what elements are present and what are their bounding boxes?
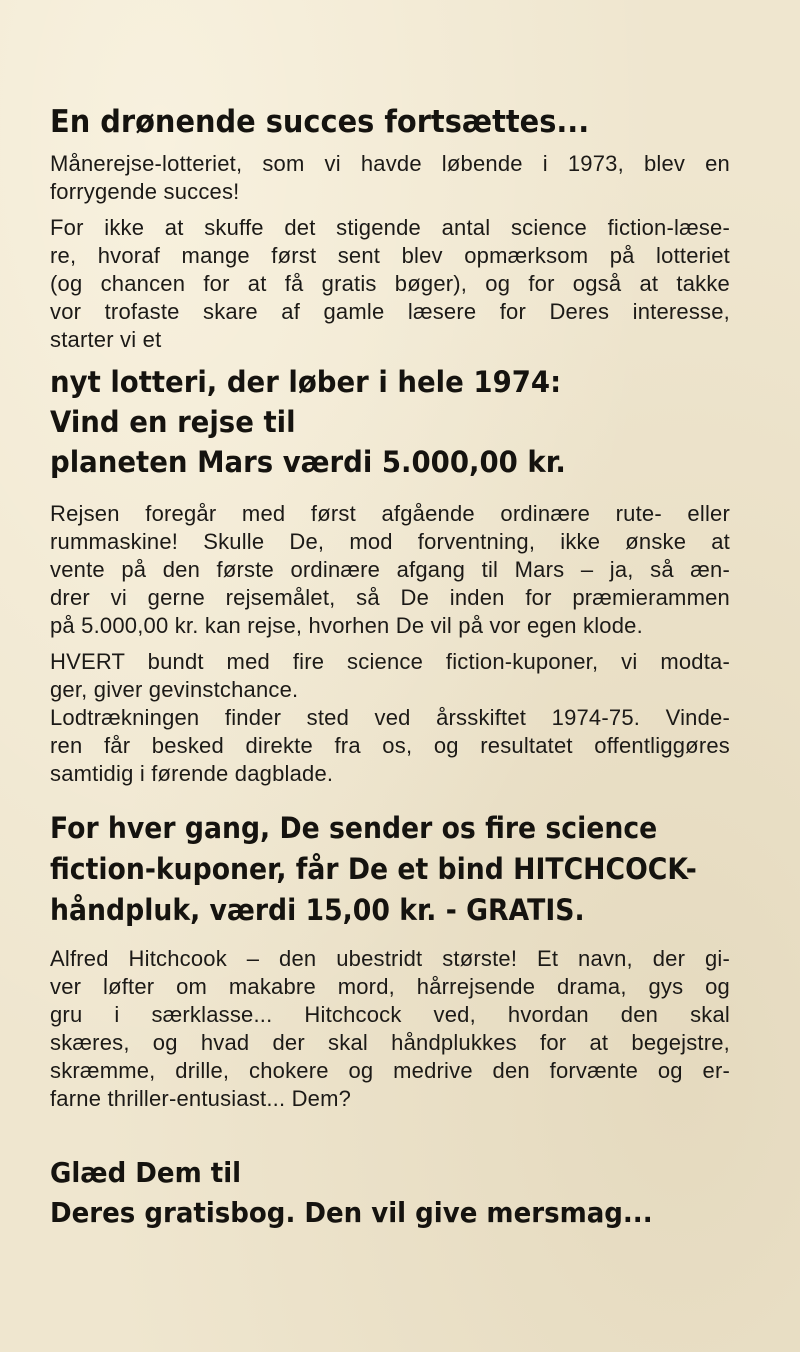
- text-line: rummaskine! Skulle De, mod forventning, ikke ønske at: [50, 529, 730, 554]
- lottery-heading: [50, 362, 730, 482]
- text-line: vente på den første ordinære afgang til Mars – ja, så æn-: [50, 557, 730, 582]
- heading-line: håndpluk, værdi 15,00 kr. - GRATIS.: [50, 893, 585, 927]
- text-line: Rejsen foregår med først afgående ordinære rute- eller: [50, 501, 730, 526]
- travel-paragraph: [50, 500, 730, 640]
- text-line: starter vi et: [50, 327, 162, 352]
- text-line: For ikke at skuffe det stigende antal science fiction-læse-: [50, 215, 730, 240]
- heading-line: nyt lotteri, der løber i hele 1974:: [50, 365, 562, 399]
- text-line: re, hvoraf mange først sent blev opmærksom på lotteriet: [50, 243, 730, 268]
- text-line: skæres, og hvad der skal håndplukkes for at begejstre,: [50, 1030, 730, 1055]
- text-line: farne thriller-entusiast... Dem?: [50, 1086, 352, 1111]
- text-line: forrygende succes!: [50, 179, 240, 204]
- heading-line: Vind en rejse til: [50, 405, 296, 439]
- intro-paragraph-2: [50, 214, 730, 354]
- text-line: på 5.000,00 kr. kan rejse, hvorhen De vil på vor egen klode.: [50, 613, 643, 638]
- heading-line: For hver gang, De sender os fire science: [50, 811, 658, 845]
- text-line: ren får besked direkte fra os, og resultatet offentliggøres: [50, 733, 730, 758]
- page-title: En drønende succes fortsættes...: [50, 104, 590, 140]
- text-line: samtidig i førende dagblade.: [50, 761, 334, 786]
- text-line: vor trofaste skare af gamle læsere for Deres interesse,: [50, 299, 730, 324]
- text-line: Månerejse-lotteriet, som vi havde løbende i 1973, blev en: [50, 151, 730, 176]
- text-line: Lodtrækningen finder sted ved årsskiftet 1974-75. Vinde-: [50, 705, 730, 730]
- text-line: drer vi gerne rejsemålet, så De inden for præmierammen: [50, 585, 730, 610]
- hitchcock-paragraph: [50, 945, 730, 1113]
- text-line: ver løfter om makabre mord, hårrejsende drama, gys og: [50, 974, 730, 999]
- article: [50, 100, 730, 1233]
- intro-paragraph-1: [50, 150, 730, 206]
- heading-line: fiction-kuponer, får De et bind HITCHCOCK-: [50, 852, 697, 886]
- text-line: skræmme, drille, chokere og medrive den forvænte og er-: [50, 1058, 730, 1083]
- text-line: ger, giver gevinstchance.: [50, 677, 299, 702]
- heading-line: planeten Mars værdi 5.000,00 kr.: [50, 445, 566, 479]
- draw-paragraph: [50, 704, 730, 788]
- text-line: Alfred Hitchcook – den ubestridt største! Et navn, der gi-: [50, 946, 730, 971]
- offer-heading: [50, 808, 730, 931]
- coupon-paragraph: [50, 648, 730, 704]
- heading-line: Deres gratisbog. Den vil give mersmag...: [50, 1196, 653, 1229]
- text-line: gru i særklasse... Hitchcock ved, hvordan den skal: [50, 1002, 730, 1027]
- text-line: (og chancen for at få gratis bøger), og for også at takke: [50, 271, 730, 296]
- closing-heading: [50, 1153, 730, 1233]
- text-line: HVERT bundt med fire science fiction-kuponer, vi modta-: [50, 649, 730, 674]
- heading-line: Glæd Dem til: [50, 1156, 242, 1189]
